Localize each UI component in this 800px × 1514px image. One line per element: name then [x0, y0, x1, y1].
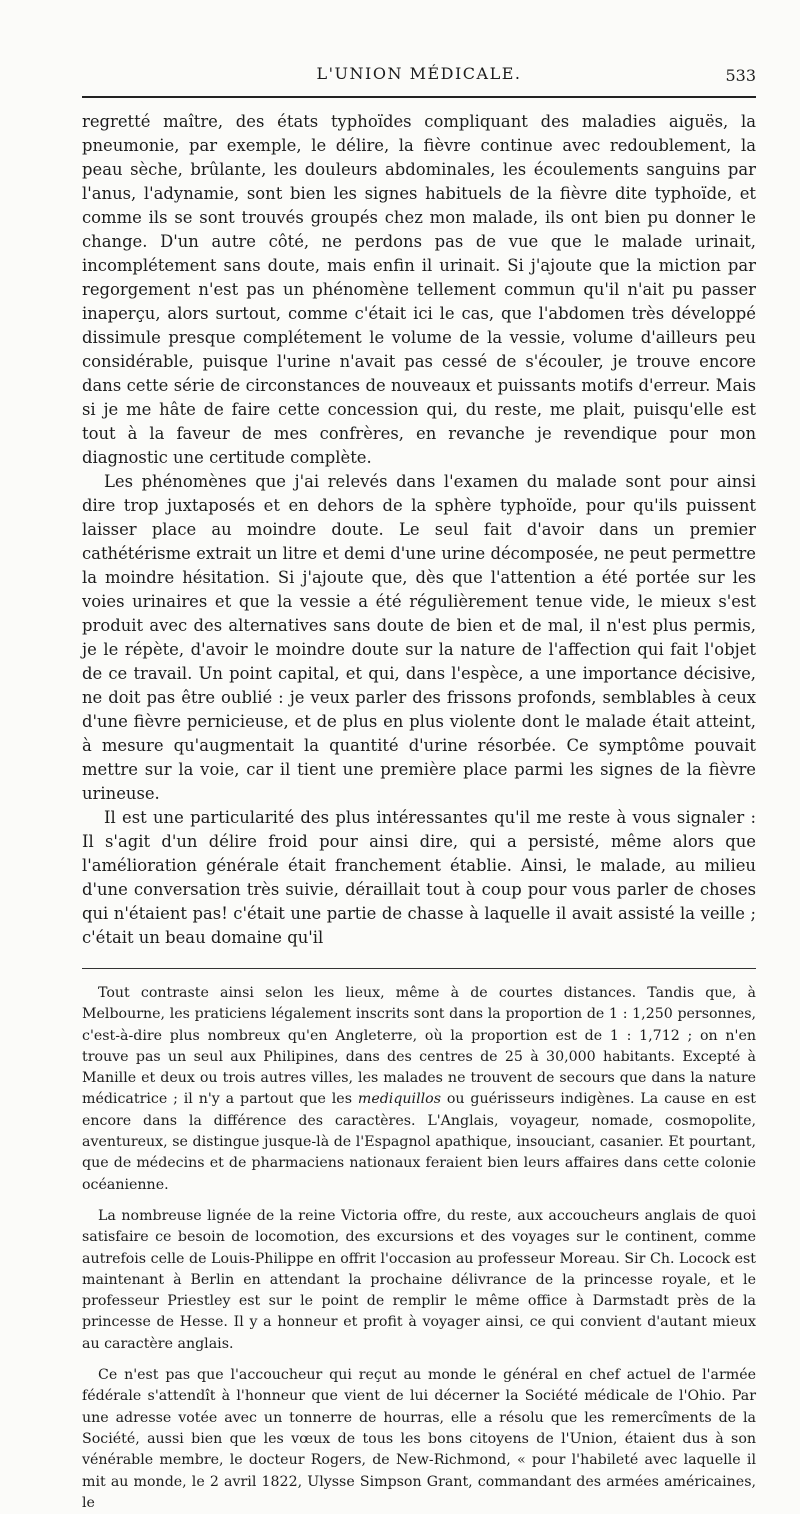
note-1-italic-term: mediquillos [357, 1091, 441, 1108]
header-rule [82, 96, 756, 98]
note-1-text-a: Tout contraste ainsi selon les lieux, même à de courtes distances. Tandis que, à Melbourne, les praticiens légalement inscrits sont dans la proportion de 1 : 1,250 personnes, c'est-à-dire plus nombreux qu'en Angleterre, où la proportion est de 1 : 1,712 ; on n'en trouve pas un seul aux Philipines, dans des centres de 25 à 30,000 habitants. Excepté à Manille et deux ou trois autres villes, les malades ne trouvent de secours que dans la nature médicatrice ; il n'y a partout que les [82, 985, 756, 1108]
footnotes [82, 983, 756, 1514]
note-1-text-b: ou guérisseurs indigènes. La cause en est encore dans la différence des caractères. L'Anglais, voyageur, nomade, cosmopolite, aventureux, se distingue jusque-là de l'Espagnol apathique, insouciant, casanier. Et pourtant, que de médecins et de pharmaciens nationaux feraient bien leurs affaires dans cette colonie océanienne. [82, 1091, 756, 1193]
page-header [82, 64, 756, 90]
body-paragraph-3: Il est une particularité des plus intéressantes qu'il me reste à vous signaler : Il s'agit d'un délire froid pour ainsi dire, qui a persisté, même alors que l'amélioration générale était franchement établie. Ainsi, le malade, au milieu d'une conversation très suivie, déraillait tout à coup pour vous parler de choses qui n'étaient pas! c'était une partie de chasse à laquelle il avait assisté la veille ; c'était un beau domaine qu'il [82, 808, 756, 947]
note-paragraph-1 [82, 983, 756, 1196]
body-paragraph-2: Les phénomènes que j'ai relevés dans l'examen du malade sont pour ainsi dire trop juxtaposés et en dehors de la sphère typhoïde, pour qu'ils puissent laisser place au moindre doute. Le seul fait d'avoir dans un premier cathétérisme extrait un litre et demi d'une urine décomposée, ne peut permettre la moindre hésitation. Si j'ajoute que, dès que l'attention a été portée sur les voies urinaires et que la vessie a été régulièrement tenue vide, le mieux s'est produit avec des alternatives sans doute de bien et de mal, il n'est plus permis, je le répète, d'avoir le moindre doute sur la nature de l'affection qui fait l'objet de ce travail. Un point capital, et qui, dans l'espèce, a une importance décisive, ne doit pas être oublié : je veux parler des frissons profonds, semblables à ceux d'une fièvre pernicieuse, et de plus en plus violente dont le malade était atteint, à mesure qu'augmentait la quantité d'urine résorbée. Ce symptôme pouvait mettre sur la voie, car il tient une première place parmi les signes de la fièvre urineuse. [82, 472, 756, 803]
note-paragraph-3: Ce n'est pas que l'accoucheur qui reçut au monde le général en chef actuel de l'armée fédérale s'attendît à l'honneur que vient de lui décerner la Société médicale de l'Ohio. Par une adresse votée avec un tonnerre de hourras, elle a résolu que les remercîments de la Société, aussi bien que les vœux de tous les bons citoyens de l'Union, étaient dus à son vénérable membre, le docteur Rogers, de New-Richmond, « pour l'habileté avec laquelle il mit au monde, le 2 avril 1822, Ulysse Simpson Grant, commandant des armées américaines, le [82, 1367, 756, 1511]
body-paragraph-1: regretté maître, des états typhoïdes compliquant des maladies aiguës, la pneumonie, par exemple, le délire, la fièvre continue avec redoublement, la peau sèche, brûlante, les douleurs abdominales, les écoulements sanguins par l'anus, l'adynamie, sont bien les signes habituels de la fièvre dite typhoïde, et comme ils se sont trouvés groupés chez mon malade, ils ont bien pu donner le change. D'un autre côté, ne perdons pas de vue que le malade urinait, incomplétement sans doute, mais enfin il urinait. Si j'ajoute que la miction par regorgement n'est pas un phénomène tellement commun qu'il n'ait pu passer inaperçu, alors surtout, comme c'était ici le cas, que l'abdomen très développé dissimule presque complétement le volume de la vessie, volume d'ailleurs peu considérable, puisque l'urine n'avait pas cessé de s'écouler, je trouve encore dans cette série de circonstances de nouveaux et puissants motifs d'erreur. Mais si je me hâte de faire cette concession qui, du reste, me plait, puisqu'elle est tout à la faveur de mes confrères, en revanche je revendique pour mon diagnostic une certitude complète. [82, 112, 756, 467]
note-paragraph-2: La nombreuse lignée de la reine Victoria offre, du reste, aux accoucheurs anglais de quoi satisfaire ce besoin de locomotion, des excursions et des voyages sur le continent, comme autrefois celle de Louis-Philippe en offrit l'occasion au professeur Moreau. Sir Ch. Locock est maintenant à Berlin en attendant la prochaine délivrance de la princesse royale, et le professeur Priestley est sur le point de remplir le même office à Darmstadt près de la princesse de Hesse. Il y a honneur et profit à voyager ainsi, ce qui convient d'autant mieux au caractère anglais. [82, 1207, 756, 1352]
page-number: 533 [725, 66, 756, 85]
main-text [82, 110, 756, 950]
running-title: L'UNION MÉDICALE. [316, 64, 522, 83]
footnote-rule [82, 968, 756, 969]
